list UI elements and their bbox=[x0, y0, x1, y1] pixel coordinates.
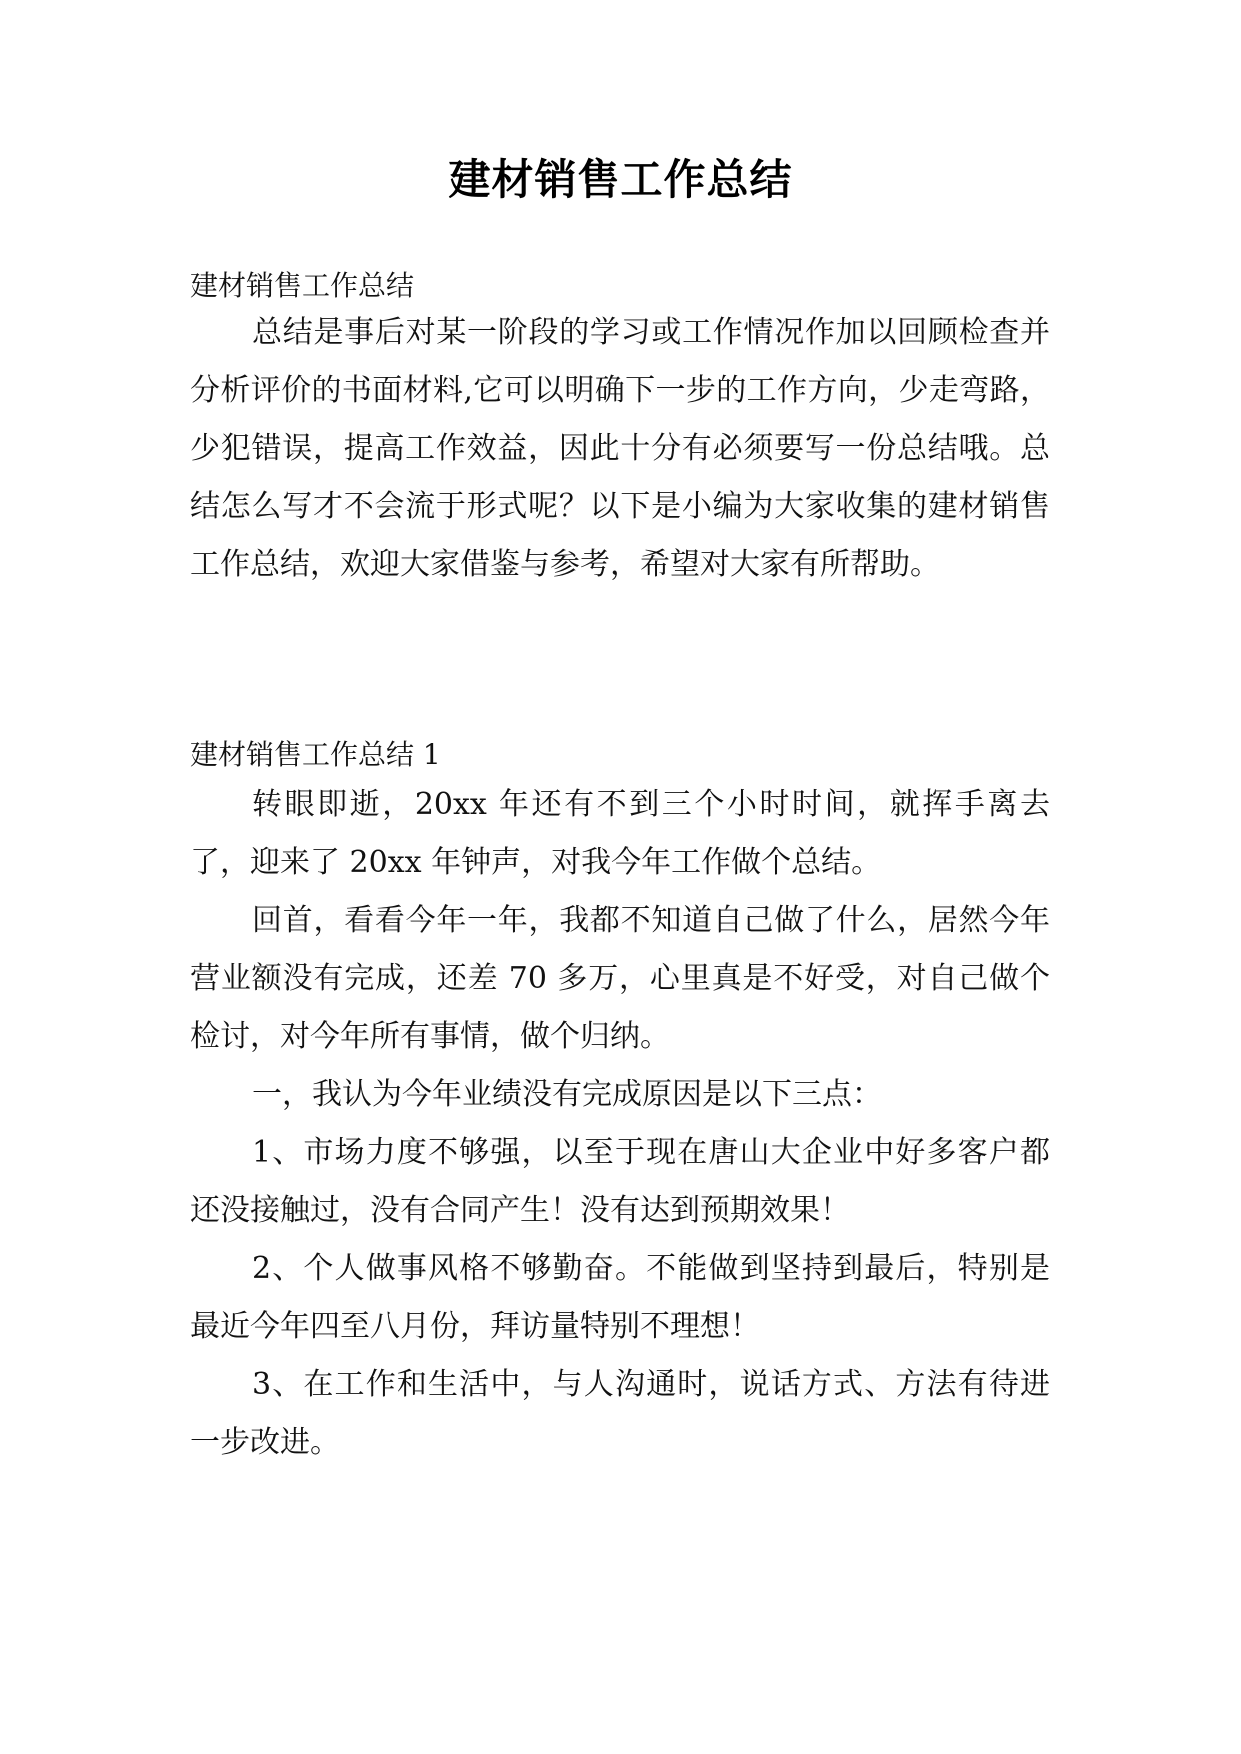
intro-heading: 建材销售工作总结 bbox=[190, 269, 415, 302]
section-1-paragraph-2: 回首，看看今年一年，我都不知道自己做了什么，居然今年营业额没有完成，还差 70 多万，心里真是不好受，对自己做个检讨，对今年所有事情，做个归纳。 bbox=[190, 903, 1050, 1054]
intro-paragraph: 总结是事后对某一阶段的学习或工作情况作加以回顾检查并分析评价的书面材料,它可以明确下一步的工作方向，少走弯路，少犯错误，提高工作效益，因此十分有必须要写一份总结哦。总结怎么写才不会流于形式呢？以下是小编为大家收集的建材销售工作总结，欢迎大家借鉴与参考，希望对大家有所帮助。 bbox=[190, 315, 1050, 582]
section-1-heading: 建材销售工作总结 1 bbox=[190, 738, 441, 771]
section-1-paragraph-5: 2、个人做事风格不够勤奋。不能做到坚持到最后，特别是最近今年四至八月份，拜访量特别不理想！ bbox=[190, 1251, 1050, 1344]
section-1-paragraph-1: 转眼即逝，20xx 年还有不到三个小时时间，就挥手离去了，迎来了 20xx 年钟声，对我今年工作做个总结。 bbox=[190, 787, 1050, 880]
section-1-paragraph-3: 一，我认为今年业绩没有完成原因是以下三点： bbox=[252, 1077, 882, 1112]
document-title: 建材销售工作总结 bbox=[448, 155, 793, 204]
intro-body bbox=[190, 304, 1050, 594]
section-1-body bbox=[190, 776, 1050, 1472]
section-1-paragraph-4: 1、市场力度不够强，以至于现在唐山大企业中好多客户都还没接触过，没有合同产生！没有达到预期效果！ bbox=[190, 1135, 1050, 1228]
section-1-paragraph-6: 3、在工作和生活中，与人沟通时，说话方式、方法有待进一步改进。 bbox=[190, 1367, 1050, 1460]
